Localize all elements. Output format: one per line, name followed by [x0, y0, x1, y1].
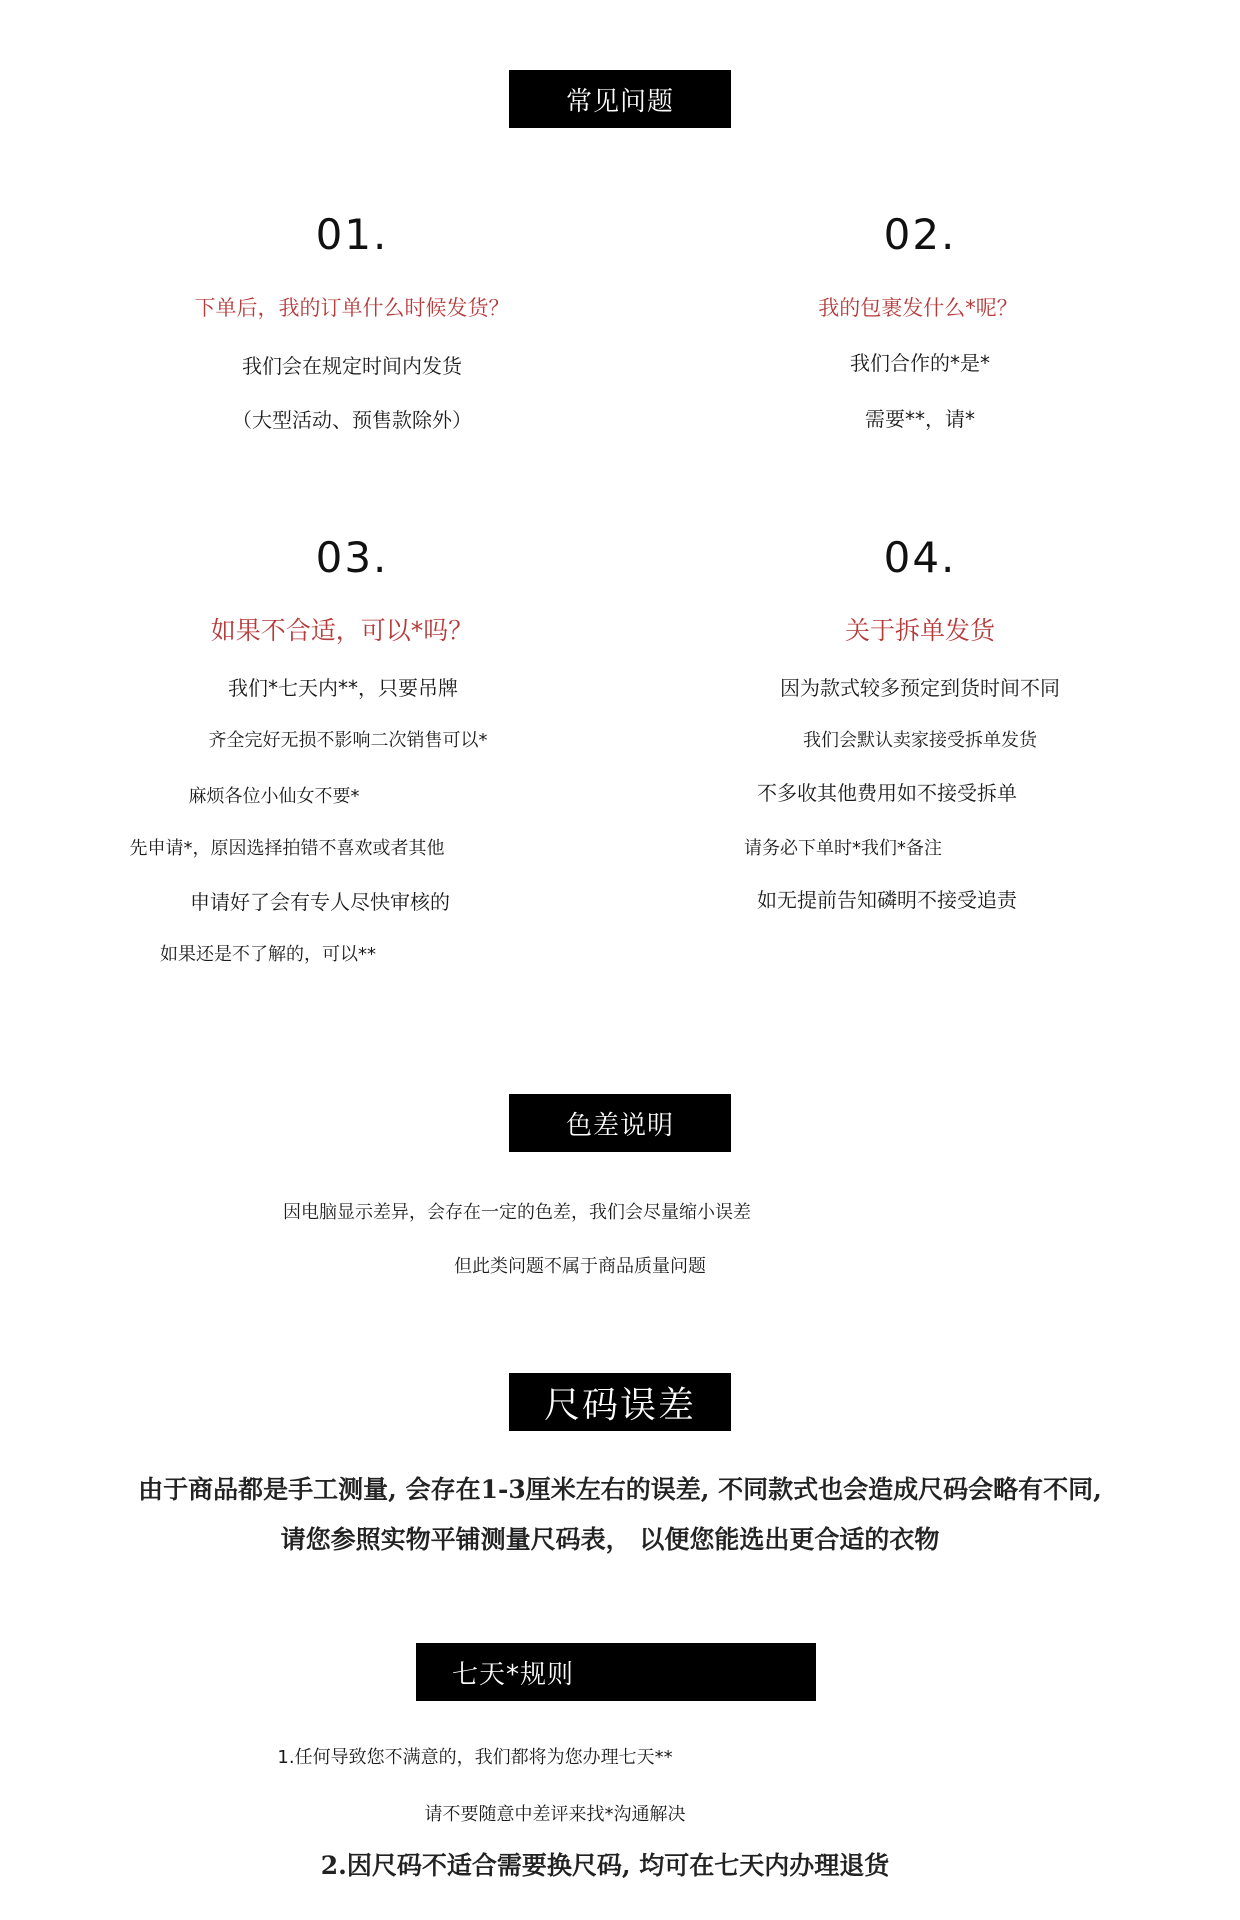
- faq-answer-04-line-1: 因为款式较多预定到货时间不同: [780, 676, 1060, 700]
- faq-answer-01-line-1: 我们会在规定时间内发货: [242, 354, 462, 378]
- color-diff-title: 色差说明: [565, 1110, 674, 1141]
- faq-answer-03-line-3: 麻烦各位小仙女不要*: [188, 786, 360, 807]
- size-error-line-1: 由于商品都是手工测量, 会存在1-3厘米左右的误差, 不同款式也会造成尺码会略有不同,: [138, 1475, 1102, 1504]
- faq-number-03: 03.: [315, 533, 389, 582]
- color-diff-line-2: 但此类问题不属于商品质量问题: [454, 1256, 706, 1277]
- size-error-title: 尺码误差: [543, 1384, 696, 1426]
- faq-answer-03-line-4: 先申请*，原因选择拍错不喜欢或者其他: [129, 838, 445, 859]
- color-diff-line-1: 因电脑显示差异，会存在一定的色差，我们会尽量缩小误差: [283, 1202, 751, 1223]
- faq-answer-04-line-3: 不多收其他费用如不接受拆单: [757, 781, 1017, 805]
- faq-number-02: 02.: [883, 210, 957, 259]
- faq-title-banner: [509, 70, 731, 128]
- faq-question-02: 我的包裹发什么*呢？: [818, 296, 1018, 320]
- faq-answer-01-line-2: （大型活动、预售款除外）: [232, 408, 472, 432]
- faq-answer-03-line-6: 如果还是不了解的，可以**: [160, 944, 376, 965]
- faq-answer-04-line-2: 我们会默认卖家接受拆单发货: [803, 730, 1037, 751]
- faq-number-01: 01.: [315, 210, 389, 259]
- faq-title: 常见问题: [565, 86, 674, 117]
- seven-day-line-1: 1.任何导致您不满意的，我们都将为您办理七天**: [277, 1747, 673, 1768]
- seven-day-line-3: 2.因尺码不适合需要换尺码, 均可在七天内办理退货: [320, 1851, 890, 1880]
- faq-answer-03-line-2: 齐全完好无损不影响二次销售可以*: [208, 730, 488, 751]
- faq-answer-04-line-4: 请务必下单时*我们*备注: [744, 838, 942, 859]
- size-error-line-2: 请您参照实物平铺测量尺码表， 以便您能选出更合适的衣物: [280, 1525, 940, 1554]
- faq-answer-04-line-5: 如无提前告知磷明不接受追责: [757, 888, 1017, 912]
- color-diff-title-banner: [509, 1094, 731, 1152]
- seven-day-title: 七天*规则: [452, 1659, 575, 1690]
- seven-day-line-2: 请不要随意中差评来找*沟通解决: [424, 1804, 686, 1825]
- faq-question-01: 下单后，我的订单什么时候发货？: [194, 296, 510, 320]
- faq-answer-02-line-2: 需要**，请*: [865, 407, 975, 431]
- seven-day-title-banner: [416, 1643, 816, 1701]
- faq-answer-03-line-5: 申请好了会有专人尽快审核的: [190, 890, 450, 914]
- faq-number-04: 04.: [883, 533, 957, 582]
- size-error-title-banner: [509, 1373, 731, 1431]
- faq-answer-02-line-1: 我们合作的*是*: [850, 351, 990, 375]
- faq-question-04: 关于拆单发货: [844, 616, 996, 645]
- faq-question-03: 如果不合适，可以*吗？: [210, 616, 474, 645]
- faq-answer-03-line-1: 我们*七天内**，只要吊牌: [228, 676, 458, 700]
